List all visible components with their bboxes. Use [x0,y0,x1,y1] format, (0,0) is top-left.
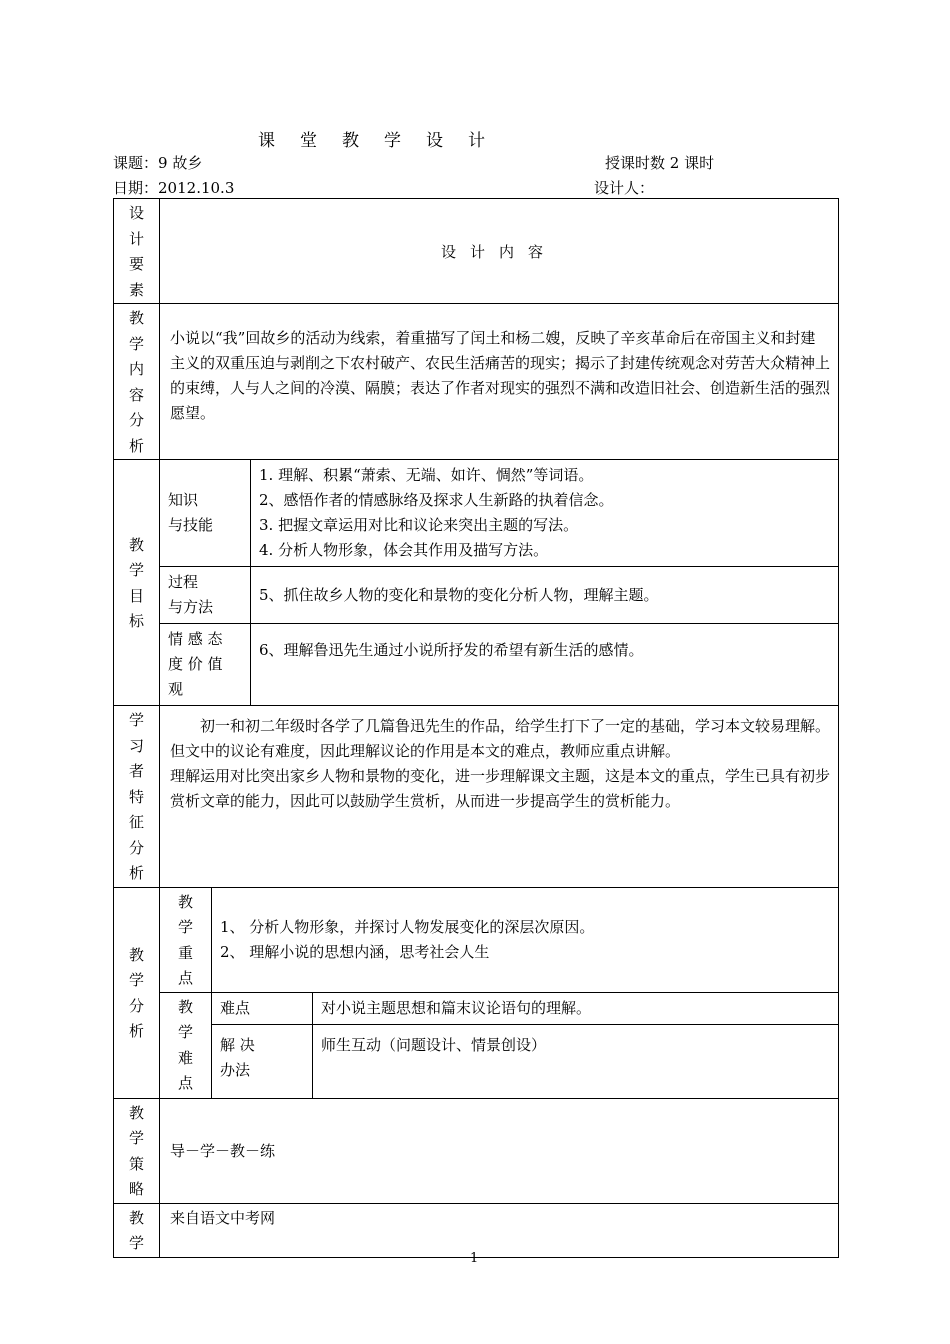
last-row [114,1203,839,1257]
objective-process-row [114,567,839,624]
strategy-row [114,1098,839,1203]
class-hours: 授课时数 2 课时 [605,154,715,172]
key-point: 1、 分析人物形象，并探讨人物发展变化的深层次原因。 [220,917,595,936]
process-label: 过程 与方法 [160,567,251,624]
knowledge-item: 3. 把握文章运用对比和议论来突出主题的写法。 [259,516,579,534]
emotion-item: 6、理解鲁迅先生通过小说所抒发的希望有新生活的感情。 [251,624,839,706]
analysis-label: 教 学 分 析 [114,887,160,1098]
objective-knowledge-row [114,460,839,567]
last-label: 教 学 [114,1203,160,1257]
date-line [113,177,234,198]
topic-value: 9 故乡 [158,154,203,172]
page-title: 课堂教学设计 [258,131,510,151]
date-label: 日期： [113,179,159,197]
difficulty-label: 教 学 难 点 [160,992,212,1098]
key-points-label: 教 学 重 点 [160,887,212,992]
process-item: 5、抓住故乡人物的变化和景物的变化分析人物，理解主题。 [251,567,839,624]
topic-label: 课题： [113,154,159,172]
difficulty-point-label: 难点 [212,992,313,1024]
knowledge-item: 1. 理解、积累“萧索、无端、如许、惆然”等词语。 [259,466,594,484]
knowledge-item: 2、感悟作者的情感脉络及探求人生新路的执着信念。 [259,491,614,509]
learner-label: 学 习 者 特 征 分 析 [114,706,160,888]
learner-text [160,706,839,888]
objective-emotion-row [114,624,839,706]
page-number: 1 [470,1251,479,1266]
header-content: 设计内容 [160,199,839,304]
content-analysis-label: 教 学 内 容 分 析 [114,304,160,460]
solution-label: 解 决 办法 [212,1024,313,1098]
last-text: 来自语文中考网 [160,1203,839,1257]
strategy-label: 教 学 策 略 [114,1098,160,1203]
solution-row [114,1024,839,1098]
content-analysis-text: 小说以“我”回故乡的活动为线索，着重描写了闰土和杨二嫂，反映了辛亥革命后在帝国主义和封建主义的双重压迫与剥削之下农村破产、农民生活痛苦的现实；揭示了封建传统观念对劳苦大众精神上的束缚，人与人之间的冷漠、隔膜；表达了作者对现实的强烈不满和改造旧社会、创造新生活的强烈愿望。 [160,304,839,460]
header-row [114,199,839,304]
difficulty-row [114,992,839,1024]
knowledge-item: 4. 分析人物形象，体会其作用及描写方法。 [259,541,549,559]
designer-label: 设计人： [594,179,655,197]
key-points-items [212,887,839,992]
topic-line [113,152,202,173]
objectives-label: 教 学 目 标 [114,460,160,706]
learner-paragraph: 初一和初二年级时各学了几篇鲁迅先生的作品，给学生打下了一定的基础，学习本文较易理解。但文中的议论有难度，因此理解议论的作用是本文的难点，教师应重点讲解。 [170,717,831,760]
knowledge-items [251,460,839,567]
design-table [113,198,839,1258]
knowledge-label: 知识 与技能 [160,460,251,567]
content-analysis-row [114,304,839,460]
header-label: 设 计 要 素 [114,199,160,304]
emotion-label: 情 感 态 度 价 值 观 [160,624,251,706]
date-value: 2012.10.3 [158,179,235,197]
learner-paragraph: 理解运用对比突出家乡人物和景物的变化，进一步理解课文主题，这是本文的重点，学生已具有初步赏析文章的能力，因此可以鼓励学生赏析，从而进一步提高学生的赏析能力。 [170,767,831,810]
solution-text: 师生互动（问题设计、情景创设） [313,1024,839,1098]
key-point: 2、 理解小说的思想内涵，思考社会人生 [220,942,490,961]
strategy-text: 导－学－教－练 [160,1098,839,1203]
difficulty-point-text: 对小说主题思想和篇末议论语句的理解。 [313,992,839,1024]
analysis-key-row [114,887,839,992]
learner-row [114,706,839,888]
